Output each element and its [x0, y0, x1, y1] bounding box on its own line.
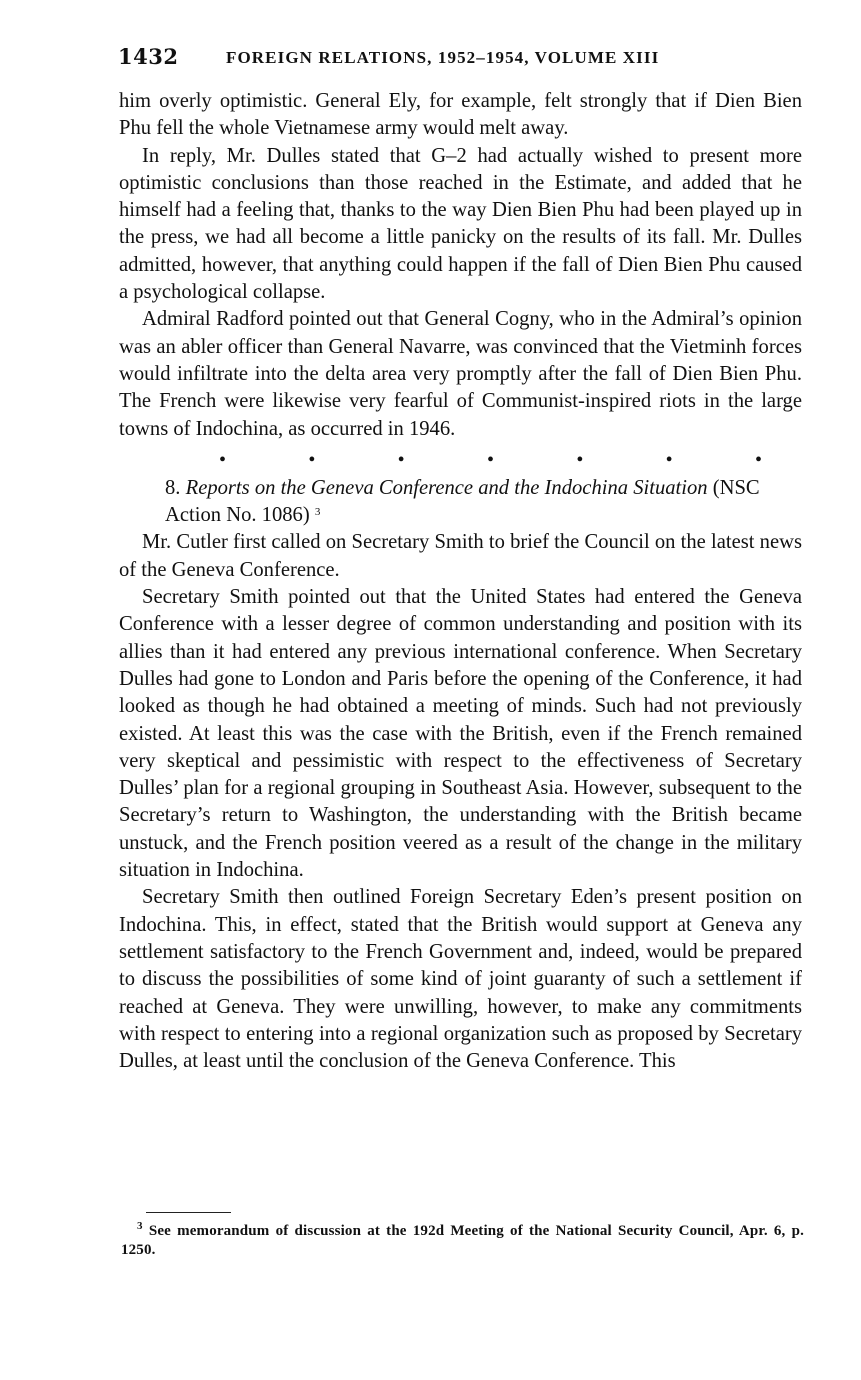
- section-number: 8.: [165, 476, 181, 499]
- paragraph-continued: him overly optimistic. General Ely, for example, felt strongly that if Dien Bien Phu fell the whole Vietnamese army would melt away.: [119, 90, 802, 140]
- paragraph: Mr. Cutler first called on Secretary Smith to brief the Council on the latest news of the Geneva Conference.: [119, 531, 802, 581]
- paragraph: Admiral Radford pointed out that General Cogny, who in the Admiral’s opinion was an abler officer than General Navarre, was convinced that the Vietminh forces would infiltrate into the delta area very promptly after the fall of Dien Bien Phu. The French were likewise very fearful of Communist-inspired riots in the large towns of Indochina, as occurred in 1946.: [119, 308, 802, 440]
- ellipsis-dot: •: [486, 448, 494, 471]
- running-head: FOREIGN RELATIONS, 1952–1954, VOLUME XIII: [226, 48, 660, 67]
- footnote-marker: 3: [137, 1220, 143, 1232]
- paragraph: Secretary Smith then outlined Foreign Secretary Eden’s present position on Indochina. This, in effect, stated that the British would support at Geneva any settlement satisfactory to the French Government and, indeed, would be prepared to discuss the possibilities of some kind of joint guaranty of such a settlement if reached at Geneva. They were unwilling, however, to make any commitments with respect to entering into a regional organization such as proposed by Secretary Dulles, at least until the conclusion of the Geneva Conference. This: [119, 886, 802, 1073]
- ellipsis-dot: •: [754, 448, 762, 471]
- ellipsis-dot: •: [397, 448, 405, 471]
- ellipsis-dot: •: [576, 448, 584, 471]
- section-title: Reports on the Geneva Conference and the Indochina Situation: [185, 476, 708, 499]
- ellipsis-dot: •: [219, 448, 227, 471]
- omission-ellipsis: [119, 443, 802, 475]
- section-heading: [119, 475, 802, 530]
- footnote-divider: [146, 1212, 231, 1213]
- body-text: [119, 88, 802, 1075]
- ellipsis-dot: •: [665, 448, 673, 471]
- paragraph: Secretary Smith pointed out that the United States had entered the Geneva Conference with a lesser degree of common understanding and position with its allies than it had entered any previous international conference. When Secretary Dulles had gone to London and Paris before the opening of the Conference, it had looked as though he had obtained a meeting of minds. Such had not previously existed. At least this was the case with the British, even if the French remained very skeptical and pessimistic with respect to the effectiveness of Secretary Dulles’ plan for a regional grouping in Southeast Asia. However, subsequent to the Secretary’s return to Washington, the understanding with the British became unstuck, and the French position veered as a result of the change in the military situation in Indochina.: [119, 586, 802, 882]
- section-action: (NSC Action No. 1086): [165, 476, 760, 527]
- ellipsis-dot: •: [308, 448, 316, 471]
- page-number: 1432: [118, 44, 179, 69]
- footnote-text: See memorandum of discussion at the 192d Meeting of the National Security Council, Apr. 6, p. 1250.: [121, 1223, 804, 1258]
- paragraph: In reply, Mr. Dulles stated that G–2 had actually wished to present more optimistic conclusions than those reached in the Estimate, and added that he himself had a feeling that, thanks to the way Dien Bien Phu had been played up in the press, we had all become a little panicky on the results of its fall. Mr. Dulles admitted, however, that anything could happen if the fall of Dien Bien Phu caused a psychological collapse.: [119, 144, 802, 304]
- footnote: [121, 1222, 804, 1260]
- page-header: [118, 44, 808, 74]
- footnote-reference[interactable]: 3: [314, 506, 321, 519]
